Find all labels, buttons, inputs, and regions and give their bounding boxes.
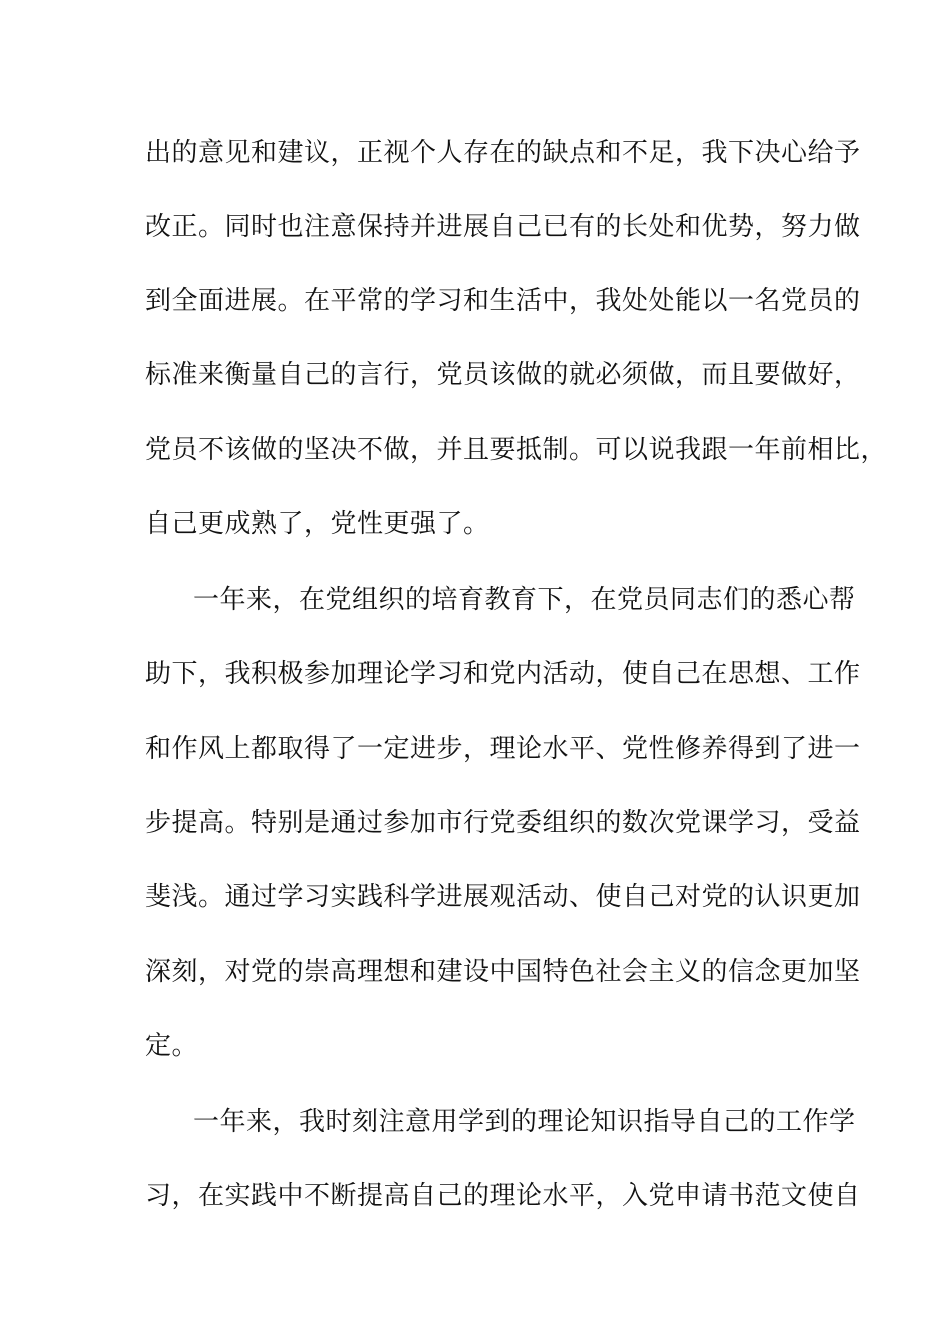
paragraph-first-line: 一年来，我时刻注意用学到的理论知识指导自己的工作学 bbox=[193, 1107, 856, 1137]
body-text-line: 定。 bbox=[145, 1031, 199, 1061]
body-text-line: 斐浅。通过学习实践科学进展观活动、使自己对党的认识更加 bbox=[145, 882, 861, 912]
body-text-line: 出的意见和建议，正视个人存在的缺点和不足，我下决心给予 bbox=[145, 138, 861, 168]
body-text-line: 习，在实践中不断提高自己的理论水平，入党申请书范文使自 bbox=[145, 1181, 861, 1211]
body-text-line: 标准来衡量自己的言行，党员该做的就必须做，而且要做好， bbox=[145, 360, 861, 390]
body-text-line: 党员不该做的坚决不做，并且要抵制。可以说我跟一年前相比， bbox=[145, 435, 888, 465]
paragraph-first-line: 一年来，在党组织的培育教育下，在党员同志们的悉心帮 bbox=[193, 585, 856, 615]
body-text-line: 助下，我积极参加理论学习和党内活动，使自己在思想、工作 bbox=[145, 659, 861, 689]
body-text-line: 自己更成熟了，党性更强了。 bbox=[145, 509, 490, 539]
body-text-line: 步提高。特别是通过参加市行党委组织的数次党课学习，受益 bbox=[145, 808, 861, 838]
body-text-line: 到全面进展。在平常的学习和生活中，我处处能以一名党员的 bbox=[145, 286, 861, 316]
body-text-line: 和作风上都取得了一定进步，理论水平、党性修养得到了进一 bbox=[145, 734, 861, 764]
body-text-line: 深刻，对党的崇高理想和建设中国特色社会主义的信念更加坚 bbox=[145, 957, 861, 987]
body-text-line: 改正。同时也注意保持并进展自己已有的长处和优势，努力做 bbox=[145, 212, 861, 242]
